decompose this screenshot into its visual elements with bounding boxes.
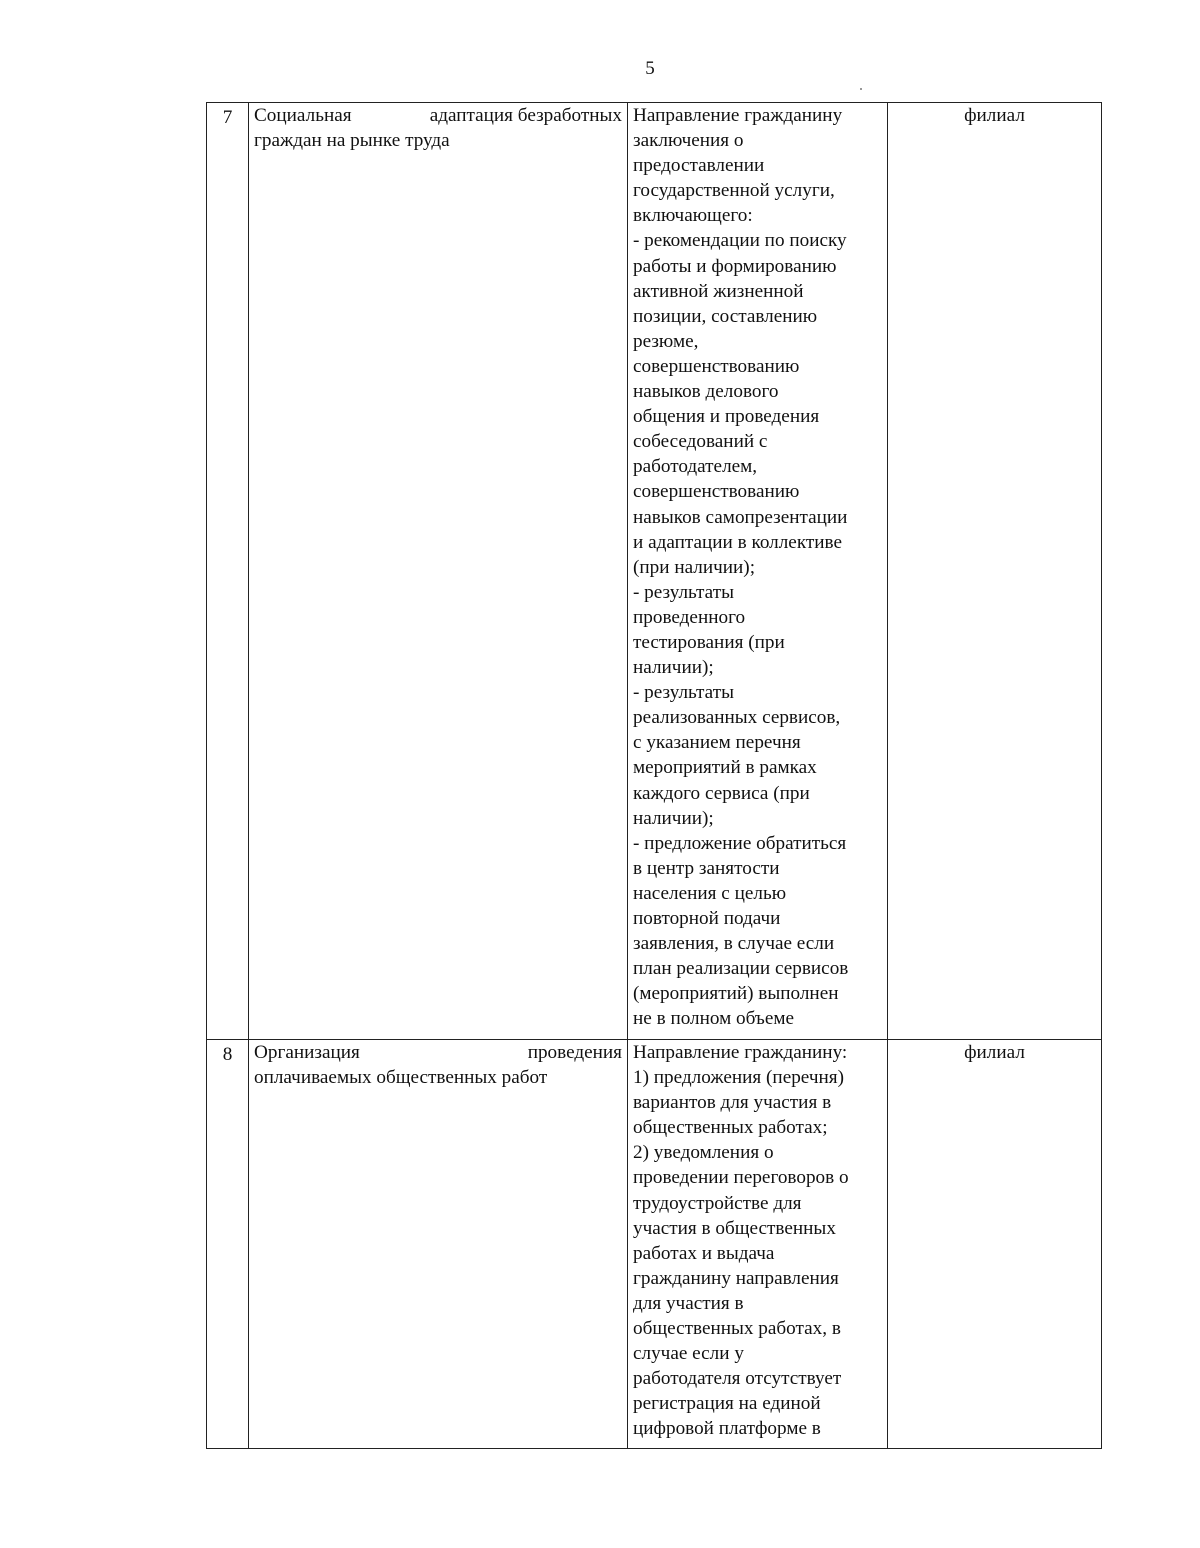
result-line: не в полном объеме: [633, 1008, 795, 1030]
result-line: - предложение обратиться: [633, 832, 847, 854]
result-line: план реализации сервисов: [633, 958, 849, 980]
service-name-word-right: адаптация безработных: [429, 105, 622, 126]
result-line: гражданину направления: [633, 1267, 839, 1289]
result-line: Направление гражданину: [633, 105, 843, 126]
executor-cell: филиал: [888, 1040, 1102, 1449]
service-name-word-left: Социальная: [254, 105, 352, 126]
service-name-line-1: [254, 1040, 622, 1065]
result-line: в центр занятости: [633, 857, 780, 879]
service-result-cell: [628, 103, 888, 1040]
scan-speck: [860, 88, 862, 90]
result-line: - рекомендации по поиску: [633, 230, 847, 252]
result-line: общественных работах;: [633, 1117, 828, 1139]
result-line: работах и выдача: [633, 1242, 775, 1264]
result-line: реализованных сервисов,: [633, 707, 841, 729]
result-line: включающего:: [633, 205, 753, 227]
result-line: наличии);: [633, 657, 714, 679]
service-name-word-right: проведения: [527, 1042, 622, 1063]
result-line: (мероприятий) выполнен: [633, 983, 839, 1005]
executor-cell: филиал: [888, 103, 1102, 1040]
result-line: резюме,: [633, 330, 699, 352]
result-line: тестирования (при: [633, 631, 785, 653]
services-table: [206, 102, 1102, 1449]
service-name-word-left: Организация: [254, 1042, 360, 1063]
result-line: совершенствованию: [633, 355, 800, 377]
result-line: заявления, в случае если: [633, 933, 835, 955]
result-line: навыков делового: [633, 381, 779, 403]
result-line: работодателем,: [633, 456, 758, 478]
result-line: государственной услуги,: [633, 180, 835, 202]
service-result-text: [633, 1040, 882, 1442]
result-line: случае если у: [633, 1343, 744, 1365]
result-line: (при наличии);: [633, 556, 756, 578]
result-line: проведенного: [633, 606, 746, 628]
result-line: цифровой платформе в: [633, 1418, 821, 1440]
result-line: заключения о: [633, 130, 744, 152]
row-number: 7: [207, 103, 249, 1040]
result-line: и адаптации в коллективе: [633, 531, 843, 553]
result-line: Направление гражданину:: [633, 1042, 848, 1063]
result-line: работы и формированию: [633, 255, 837, 277]
result-line: активной жизненной: [633, 280, 804, 302]
table-row: [207, 1040, 1102, 1449]
result-line: общения и проведения: [633, 406, 820, 428]
service-name: [254, 1040, 622, 1090]
service-name-line-1: [254, 103, 622, 128]
service-name-line-2: граждан на рынке труда: [254, 130, 450, 152]
result-line: каждого сервиса (при: [633, 782, 810, 804]
result-line: общественных работах, в: [633, 1318, 841, 1340]
result-line: населения с целью: [633, 882, 787, 904]
service-result-cell: [628, 1040, 888, 1449]
result-line: трудоустройстве для: [633, 1192, 802, 1214]
result-line: собеседований с: [633, 431, 768, 453]
result-line: предоставлении: [633, 155, 765, 177]
service-name-cell: [249, 103, 628, 1040]
result-line: для участия в: [633, 1292, 744, 1314]
result-line: позиции, составлению: [633, 305, 818, 327]
service-name-line-2: оплачиваемых общественных работ: [254, 1067, 548, 1089]
result-line: проведении переговоров о: [633, 1167, 849, 1189]
result-line: с указанием перечня: [633, 732, 801, 754]
result-line: участия в общественных: [633, 1217, 836, 1239]
service-name-cell: [249, 1040, 628, 1449]
table-row: [207, 103, 1102, 1040]
row-number: 8: [207, 1040, 249, 1449]
service-result-text: [633, 103, 882, 1031]
result-line: - результаты: [633, 581, 734, 603]
result-line: повторной подачи: [633, 908, 781, 929]
result-line: наличии);: [633, 807, 714, 829]
result-line: - результаты: [633, 682, 734, 704]
result-line: вариантов для участия в: [633, 1092, 832, 1114]
page-number: 5: [645, 58, 655, 79]
result-line: работодателя отсутствует: [633, 1368, 842, 1390]
result-line: совершенствованию: [633, 481, 800, 503]
result-line: 1) предложения (перечня): [633, 1067, 844, 1089]
result-line: 2) уведомления о: [633, 1142, 774, 1164]
result-line: регистрация на единой: [633, 1393, 821, 1415]
service-name: [254, 103, 622, 153]
result-line: навыков самопрезентации: [633, 506, 848, 528]
result-line: мероприятий в рамках: [633, 757, 817, 779]
